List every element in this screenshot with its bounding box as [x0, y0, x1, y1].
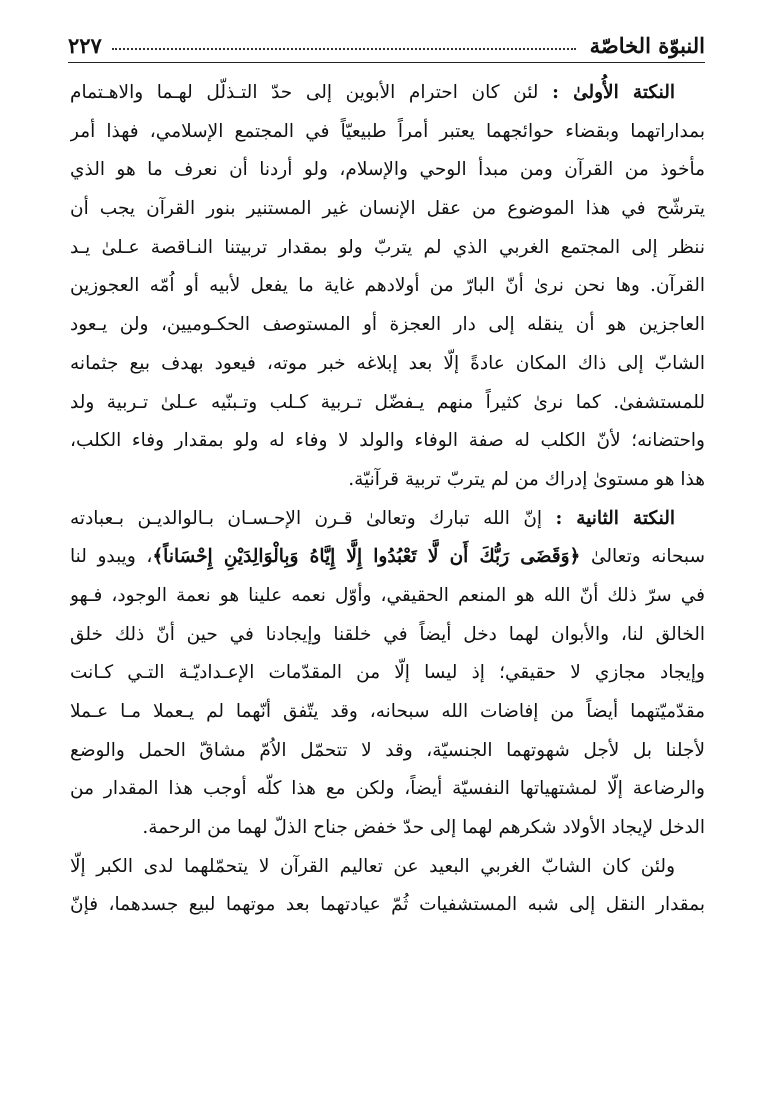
- text-line: في سرّ ذلك أنّ الله هو المنعم الحقيقي، وأوّل نعمه علينا هو نعمة الوجود، فـهو: [70, 584, 705, 606]
- page-number: ٢٢٧: [68, 32, 102, 58]
- text-line: لأجلنا بل لأجل شهوتهما الجنسيّة، وقد لا تتحمّل الاُمّ مشاقّ الحمل والوضع: [70, 739, 705, 761]
- header-title: النبوّة الخاصّة: [589, 32, 705, 58]
- paragraph-label: النكتة الأُولىٰ :: [552, 82, 676, 103]
- text-line: بمقدار النقل إلى شبه المستشفيات ثُمّ عيادتهما بعد موتهما لبيع جسدهما، فإنّ: [70, 894, 705, 916]
- text-line: مقدّميّتهما أيضاً من إفاضات الله سبحانه، وقد يتّفق أنّهما لم يـعملا مـا عـملا: [70, 701, 705, 722]
- running-header: [68, 28, 705, 63]
- text-line: وإيجاد مجازي لا حقيقي؛ إذ ليسا إلّا من المقدّمات الإعـداديّـة التـي كـانت: [70, 662, 705, 684]
- body-text: [70, 74, 705, 925]
- text-line: سبحانه وتعالىٰ ﴿وَقَضَى رَبُّكَ أَن لَّا تَعْبُدُوا إِلَّا إِيَّاهُ وَبِالْوَالِدَيْنِ إِحْسَاناً﴾، ويبدو لنا: [70, 546, 705, 568]
- text-line: الشابّ إلى ذاك المكان عادةً إلّا بعد إبلاغه خبر موته، فيعود بهدف بيع جثمانه: [70, 352, 705, 374]
- text-line: بمداراتهما وبقضاء حوائجهما يعتبر أمراً طبيعيّاً في المجتمع الإسلامي، فهذا أمر: [70, 120, 705, 142]
- text-line: النكتة الأُولىٰ : لئن كان احترام الأبوين إلى حدّ التـذلّل لهـما والاهـتمام: [70, 82, 676, 103]
- text-line: الخالق لنا، والأبوان لهما دخل أيضاً في خلقنا وإيجادنا في حين أنّ ذلك خلق: [70, 623, 705, 645]
- dotted-leader: [112, 48, 576, 50]
- text-line: العاجزين هو أن ينقله إلى دار العجزة أو المستوصف الحكـوميين، ولن يـعود: [70, 314, 705, 336]
- text-line: هذا هو مستوىٰ إدراك من لم يتربّ تربية قرآنيّة.: [348, 468, 705, 490]
- quran-verse: ﴿وَقَضَى رَبُّكَ أَن لَّا تَعْبُدُوا إِلَّا إِيَّاهُ وَبِالْوَالِدَيْنِ إِحْسَاناً﴾: [152, 546, 581, 568]
- text-line: مأخوذ من القرآن ومن مبدأ الوحي والإسلام، ولو أردنا أن نعرف ما هو الذي: [70, 159, 705, 181]
- text-line: ولئن كان الشابّ الغربي البعيد عن تعاليم القرآن لا يتحمّلهما لدى الكبر إلّا: [70, 855, 675, 877]
- text-line: للمستشفىٰ. كما نرىٰ كثيراً منهم يـفضّل تـربية كـلب وتـبنّيه عـلىٰ تـربية ولد: [70, 391, 705, 413]
- text-line: والرضاعة إلّا لمشتهياتها النفسيّة أيضاً، ولكن مع هذا كلّه أوجب هذا المقدار من: [70, 778, 705, 800]
- text-line: الدخل لإيجاد الأولاد شكرهم لهما إلى حدّ خفض جناح الذلّ لهما من الرحمة.: [142, 817, 705, 839]
- text-line: القرآن. وها نحن نرىٰ أنّ البارّ من أولادهم غاية ما يفعل لأبيه أو اُمّه العجوزين: [70, 275, 705, 297]
- paragraph-label: النكتة الثانية :: [555, 507, 675, 529]
- text-line: واحتضانه؛ لأنّ الكلب له صفة الوفاء والولد لا وفاء له ولو بمقدار وفاء الكلب،: [70, 430, 705, 452]
- text-line: ننظر إلى المجتمع الغربي الذي لم يتربّ ولو بمقدار تربيتنا النـاقصة عـلىٰ يـد: [70, 236, 705, 258]
- text-line: النكتة الثانية : إنّ الله تبارك وتعالىٰ قـرن الإحـسـان بـالوالديـن بـعبادته: [70, 507, 675, 529]
- text-line: يترشّح في هذا الموضوع من عقل الإنسان غير المستنير بنور القرآن يجب أن: [70, 198, 705, 220]
